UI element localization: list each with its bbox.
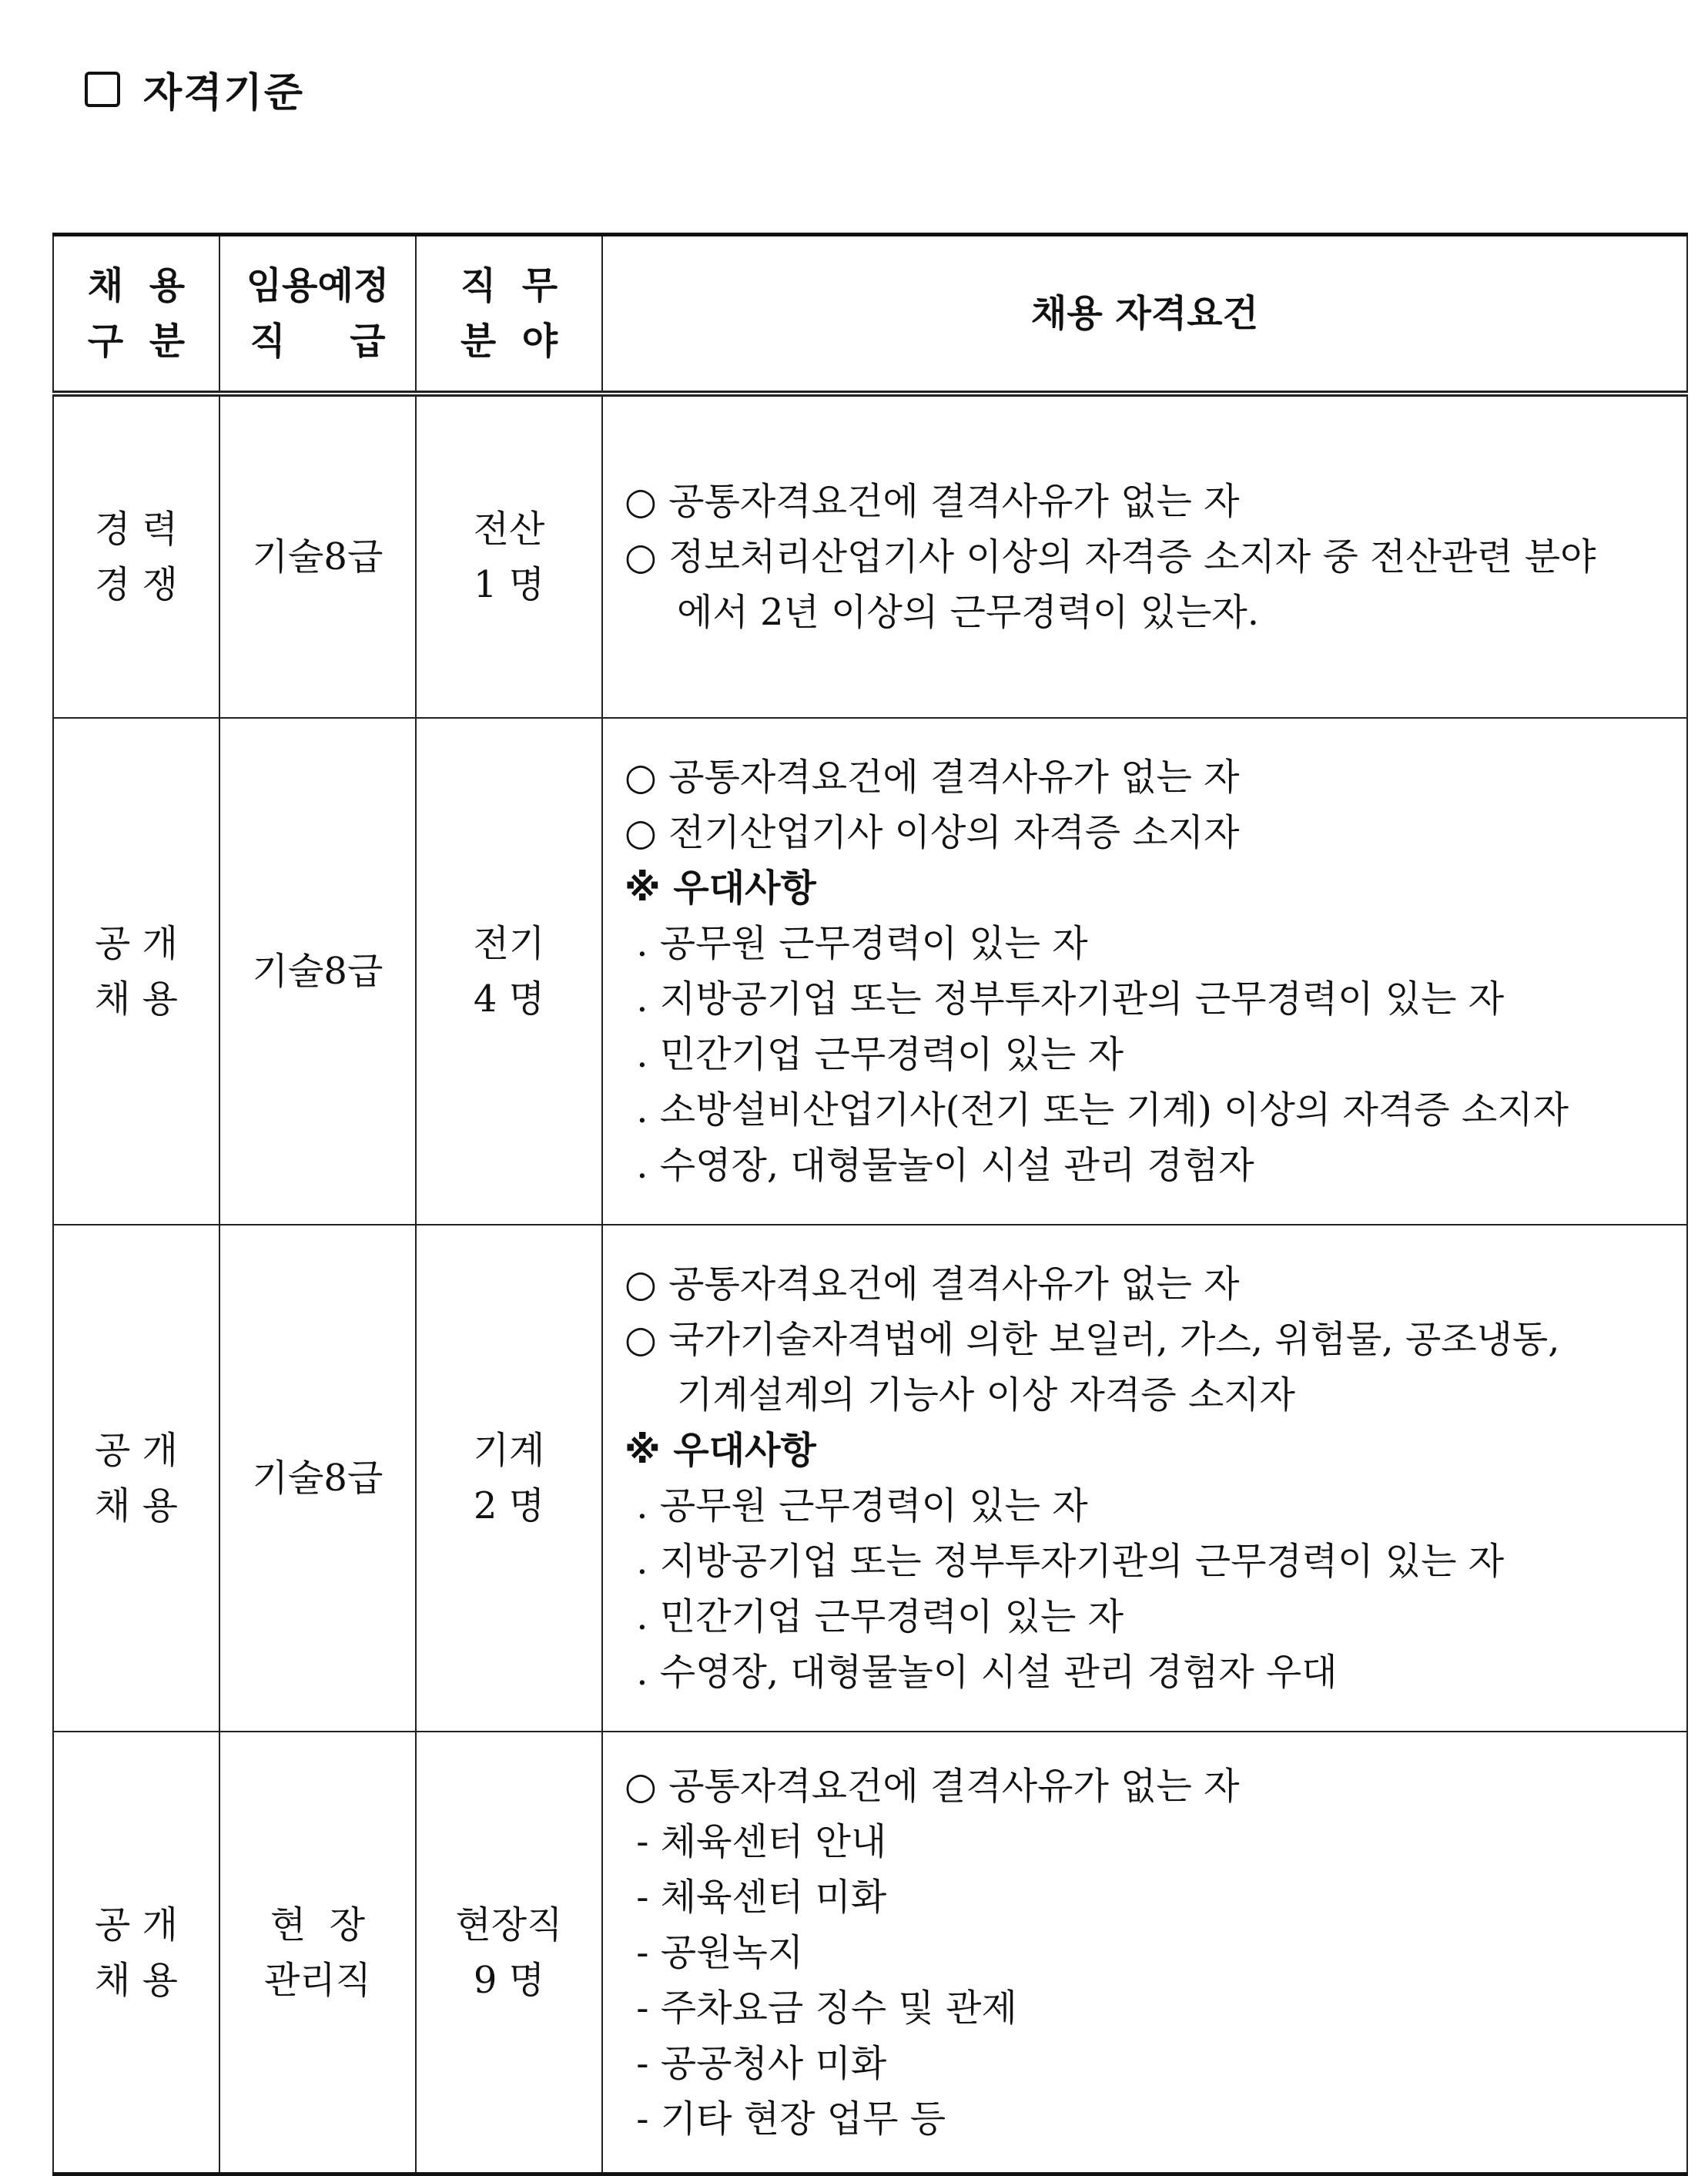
header-field: 직 무 분 야 [416,235,602,394]
cell-field: 현장직 9 명 [416,1732,602,2174]
cell-field: 전기 4 명 [416,718,602,1225]
requirement-line: - 기타 현장 업무 등 [625,2097,946,2141]
cell-grade: 현 장 관리직 [219,1732,416,2174]
cell-grade: 기술8급 [219,718,416,1225]
requirement-line: ○ 공통자격요건에 결격사유가 없는 자 [625,756,1240,799]
requirement-line: ○ 공통자격요건에 결격사유가 없는 자 [625,1764,1240,1808]
requirement-line: - 체육센터 안내 [625,1819,887,1863]
cell-grade: 기술8급 [219,394,416,718]
requirement-line: 기계설계의 기능사 이상 자격증 소지자 [677,1373,1295,1417]
requirement-line: 에서 2년 이상의 근무경력이 있는자. [677,591,1259,634]
table-header-row [53,235,1687,394]
checkbox-square-icon [85,72,120,107]
requirement-line: ○ 정보처리산업기사 이상의 자격증 소지자 중 전산관련 분야 [625,535,1596,578]
requirement-line: - 주차요금 징수 및 관제 [625,1986,1017,2030]
table-row [53,718,1687,1225]
requirement-line: ○ 공통자격요건에 결격사유가 없는 자 [625,480,1240,523]
cell-field: 기계 2 명 [416,1225,602,1732]
cell-requirements [602,1732,1687,2174]
cell-requirements [602,1225,1687,1732]
requirement-line: ※ 우대사항 [625,1429,816,1472]
requirement-line: . 공무원 근무경력이 있는 자 [625,1484,1088,1527]
requirement-line: ○ 국가기술자격법에 의한 보일러, 가스, 위험물, 공조냉동, [625,1318,1560,1361]
requirement-line: ※ 우대사항 [625,867,816,910]
cell-category: 경 력 경 쟁 [53,394,219,718]
header-requirements: 채용 자격요건 [602,235,1687,394]
requirement-line: . 지방공기업 또는 정부투자기관의 근무경력이 있는 자 [625,1540,1505,1583]
cell-category: 공 개 채 용 [53,1225,219,1732]
section-heading [85,60,304,118]
requirement-line: . 소방설비산업기사(전기 또는 기계) 이상의 자격증 소지자 [625,1088,1569,1132]
cell-field: 전산 1 명 [416,394,602,718]
table-row [53,1732,1687,2174]
requirement-line: - 체육센터 미화 [625,1875,887,1919]
requirement-line: . 공무원 근무경력이 있는 자 [625,922,1088,965]
cell-requirements [602,394,1687,718]
requirement-line: . 민간기업 근무경력이 있는 자 [625,1595,1124,1638]
requirement-line: . 민간기업 근무경력이 있는 자 [625,1033,1124,1076]
requirement-line: . 수영장, 대형물놀이 시설 관리 경험자 우대 [625,1651,1338,1694]
requirement-line: . 지방공기업 또는 정부투자기관의 근무경력이 있는 자 [625,977,1505,1021]
requirement-line: - 공공청사 미화 [625,2041,887,2085]
cell-grade: 기술8급 [219,1225,416,1732]
header-grade: 임용예정 직 급 [219,235,416,394]
table-row [53,394,1687,718]
requirement-line: ○ 공통자격요건에 결격사유가 없는 자 [625,1262,1240,1306]
qualification-table [52,233,1688,2176]
table-row [53,1225,1687,1732]
cell-category: 공 개 채 용 [53,1732,219,2174]
requirement-line: - 공원녹지 [625,1930,804,1974]
header-category: 채 용 구 분 [53,235,219,394]
cell-requirements [602,718,1687,1225]
cell-category: 공 개 채 용 [53,718,219,1225]
section-title: 자격기준 [143,70,304,116]
requirement-line: ○ 전기산업기사 이상의 자격증 소지자 [625,811,1240,854]
requirement-line: . 수영장, 대형물놀이 시설 관리 경험자 [625,1144,1254,1187]
